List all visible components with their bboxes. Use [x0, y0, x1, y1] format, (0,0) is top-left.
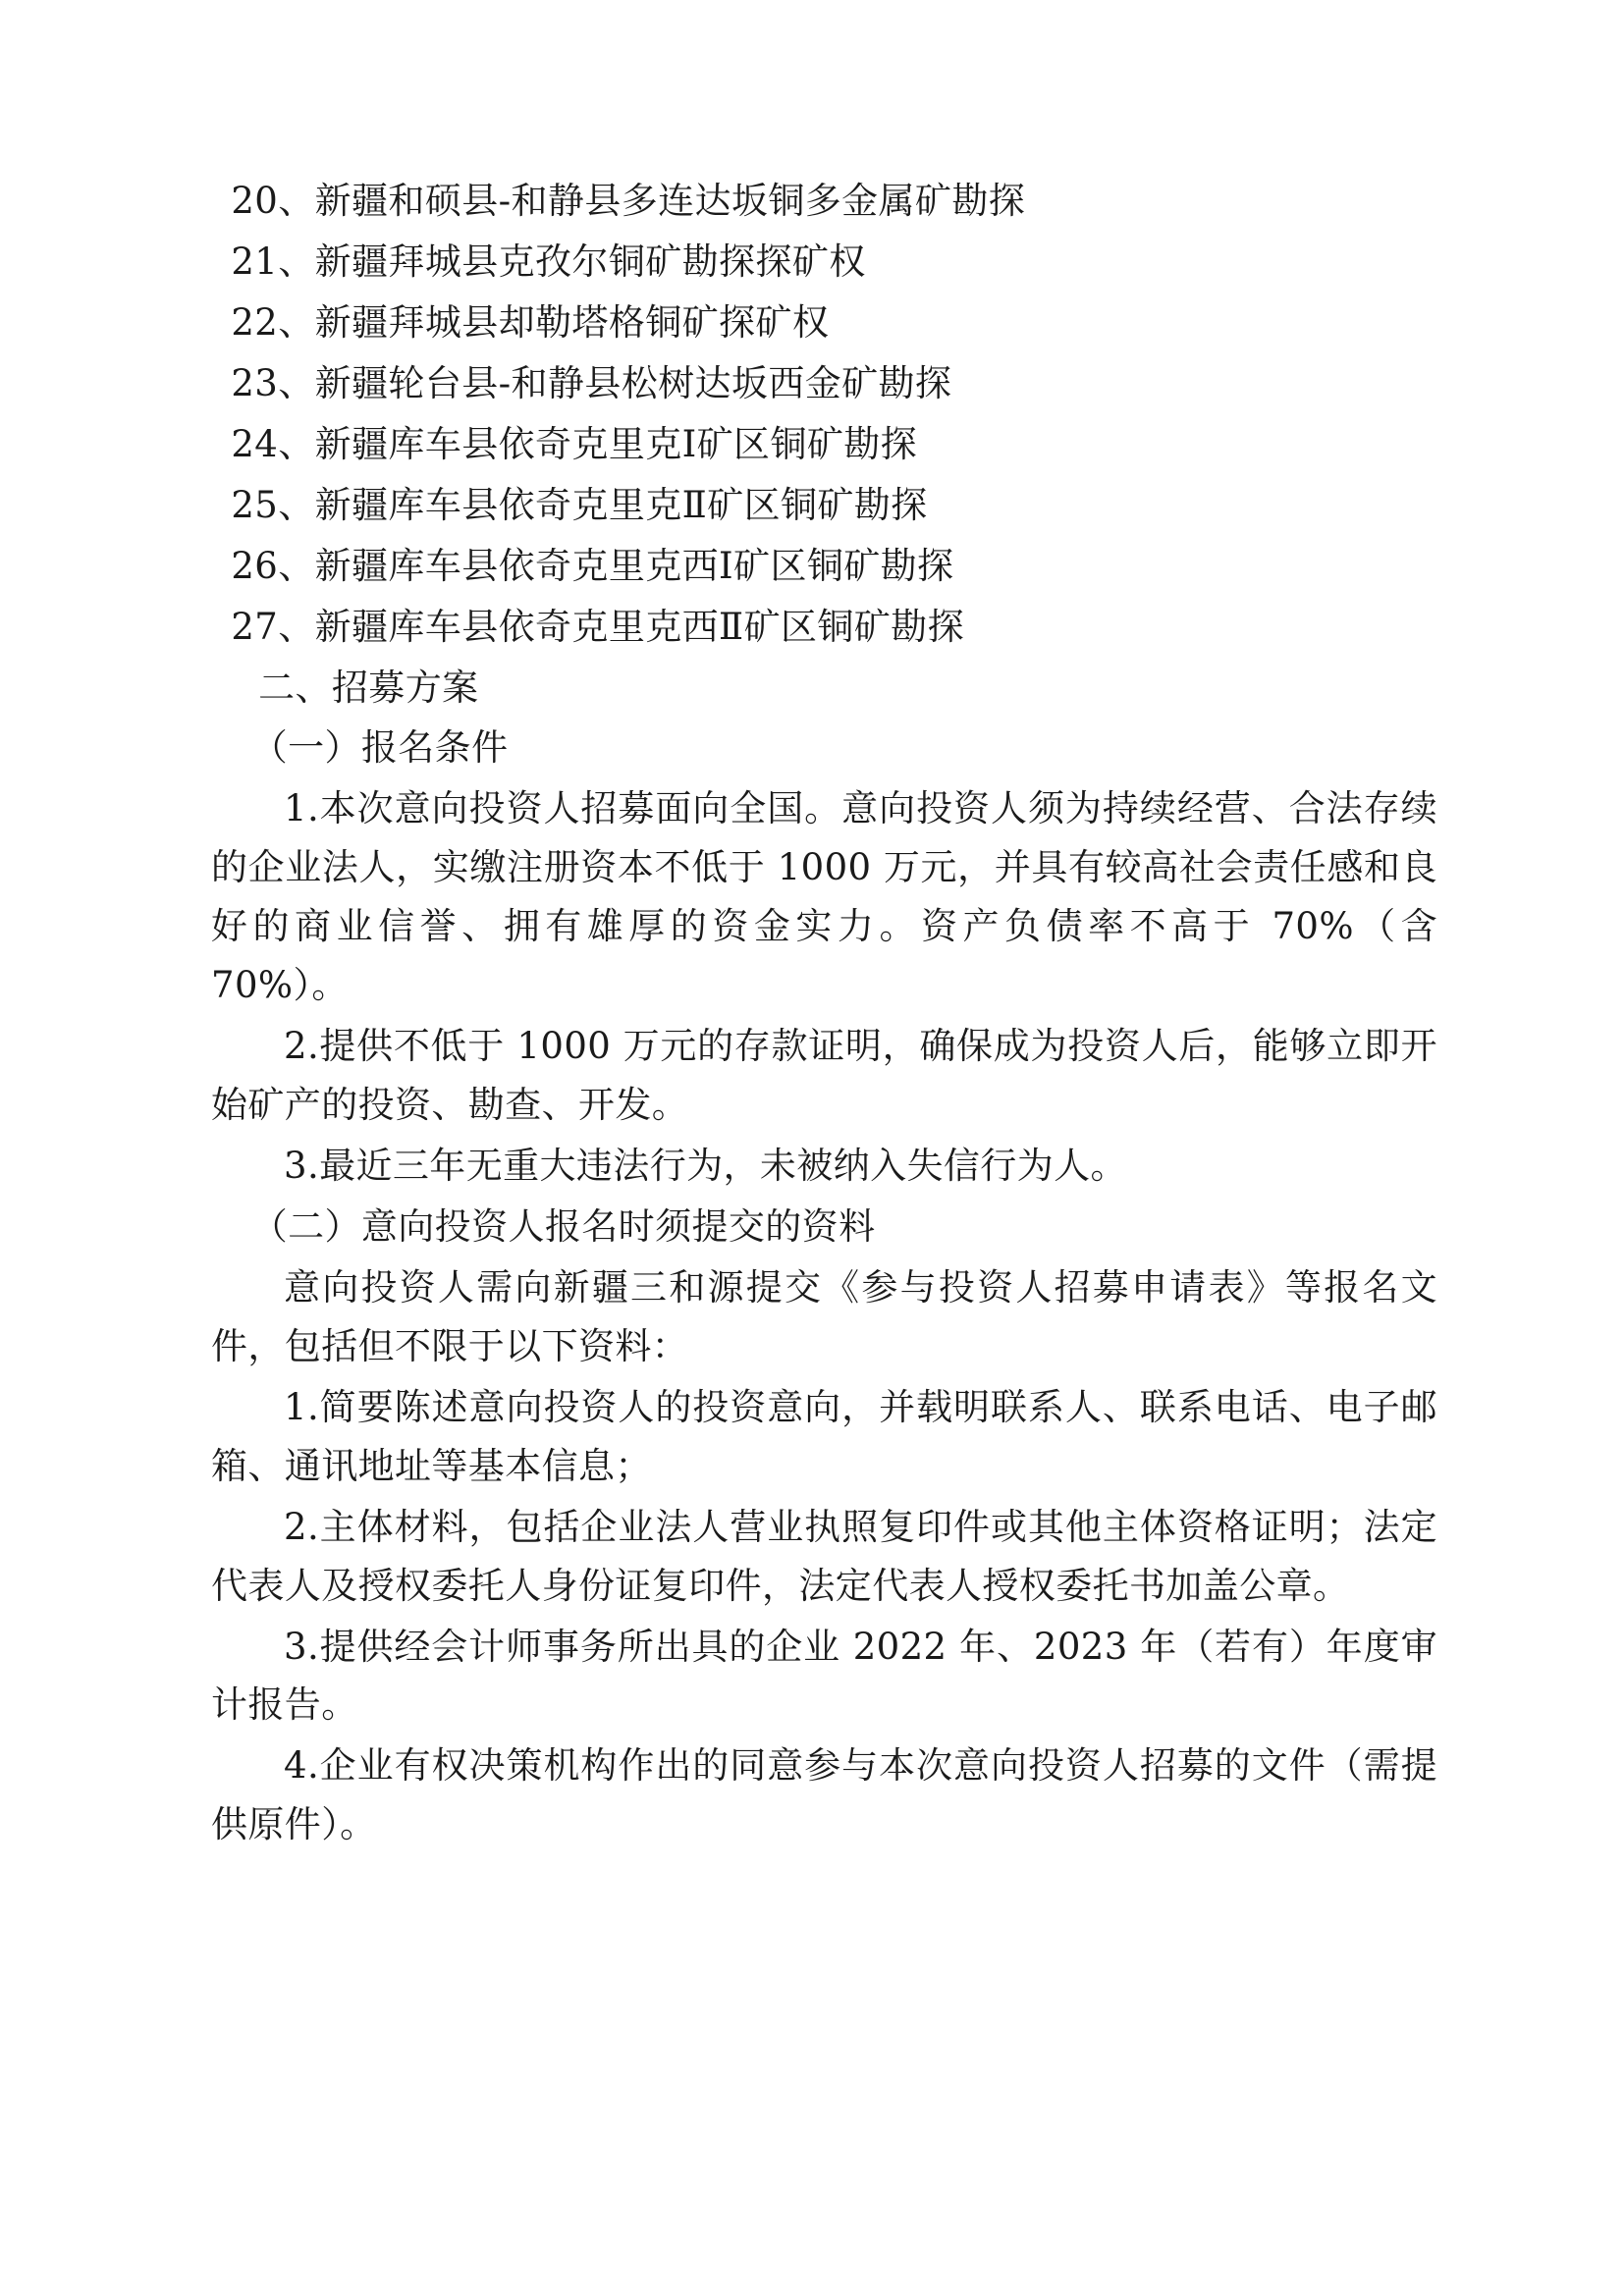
- list-item-20: 20、新疆和硕县-和静县多连达坂铜多金属矿勘探: [231, 180, 1026, 222]
- list-item-25: 25、新疆库车县依奇克里克Ⅱ矿区铜矿勘探: [231, 483, 928, 526]
- subsection-heading-two: （二）意向投资人报名时须提交的资料: [250, 1204, 876, 1248]
- paragraph-material-4: 4.企业有权决策机构作出的同意参与本次意向投资人招募的文件（需提供原件）。: [211, 1744, 1437, 1846]
- paragraph-condition-1: 1.本次意向投资人招募面向全国。意向投资人须为持续经营、合法存续的企业法人，实缴注册资本不低于 1000 万元，并具有较高社会责任感和良好的商业信誉、拥有雄厚的资金实力。资产负债率不高于 70%（含 70%）。: [211, 787, 1450, 1007]
- list-item-24: 24、新疆库车县依奇克里克Ⅰ矿区铜矿勘探: [231, 422, 918, 465]
- list-item-26: 26、新疆库车县依奇克里克西Ⅰ矿区铜矿勘探: [231, 544, 954, 587]
- paragraph-materials-intro: 意向投资人需向新疆三和源提交《参与投资人招募申请表》等报名文件，包括但不限于以下资料：: [211, 1265, 1437, 1367]
- list-item-27: 27、新疆库车县依奇克里克西Ⅱ矿区铜矿勘探: [231, 605, 964, 648]
- paragraph-material-1: 1.简要陈述意向投资人的投资意向，并载明联系人、联系电话、电子邮箱、通讯地址等基本信息；: [211, 1385, 1437, 1487]
- list-item-21: 21、新疆拜城县克孜尔铜矿勘探探矿权: [231, 240, 866, 283]
- paragraph-condition-3: 3.最近三年无重大违法行为，未被纳入失信行为人。: [284, 1145, 1127, 1187]
- list-item-22: 22、新疆拜城县却勒塔格铜矿探矿权: [231, 300, 830, 344]
- paragraph-condition-2: 2.提供不低于 1000 万元的存款证明，确保成为投资人后，能够立即开始矿产的投资、勘查、开发。: [211, 1025, 1437, 1127]
- paragraph-material-2: 2.主体材料，包括企业法人营业执照复印件或其他主体资格证明；法定代表人及授权委托人身份证复印件，法定代表人授权委托书加盖公章。: [211, 1505, 1437, 1607]
- list-item-23: 23、新疆轮台县-和静县松树达坂西金矿勘探: [231, 361, 952, 404]
- subsection-heading-one: （一）报名条件: [250, 726, 509, 770]
- document-body: [211, 172, 1450, 1854]
- section-heading-two: 二、招募方案: [258, 666, 479, 709]
- paragraph-material-3: 3.提供经会计师事务所出具的企业 2022 年、2023 年（若有）年度审计报告。: [211, 1625, 1437, 1727]
